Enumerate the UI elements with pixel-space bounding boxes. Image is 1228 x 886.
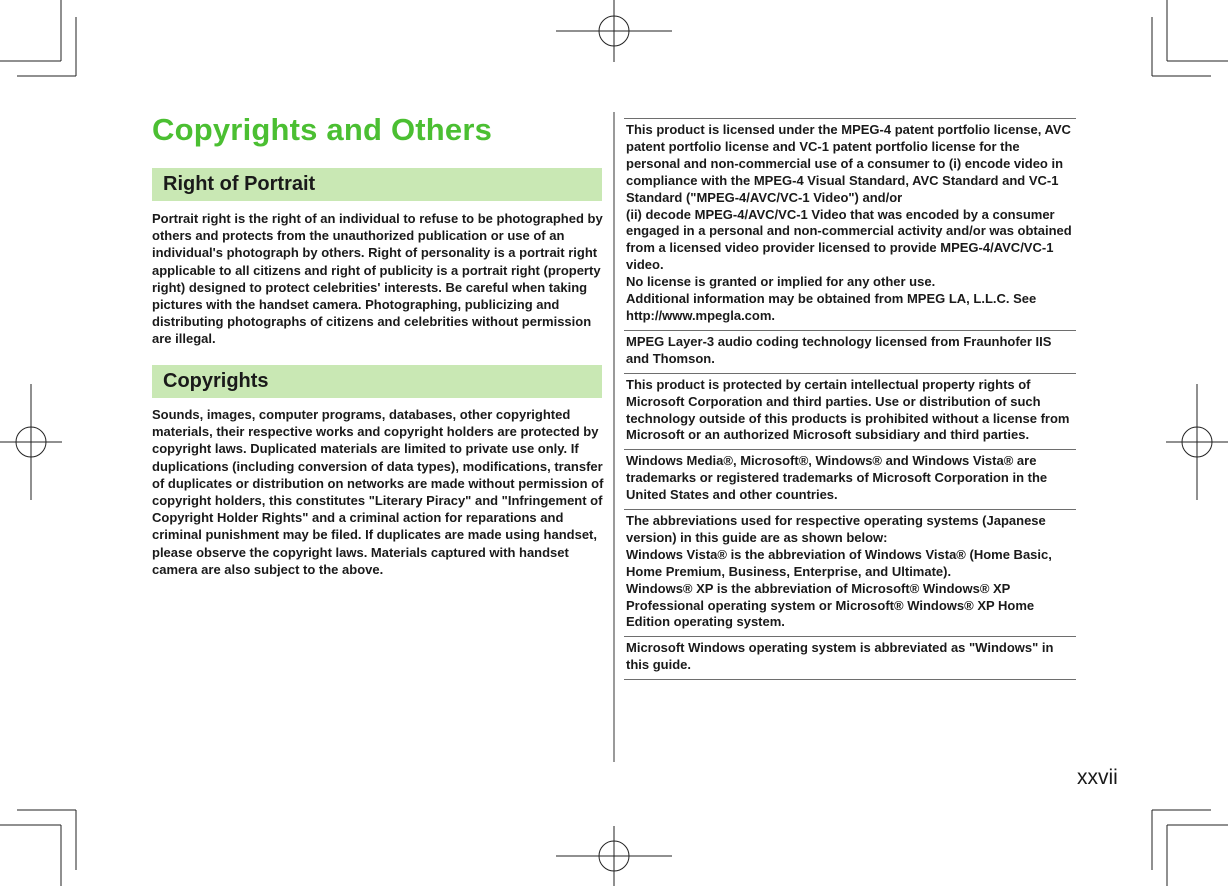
section-heading-right-of-portrait: Right of Portrait [152, 168, 602, 201]
mp3-paragraph: MPEG Layer-3 audio coding technology licensed from Fraunhofer IIS and Thomson. [626, 333, 1052, 366]
windows-abbreviation-paragraph: Microsoft Windows operating system is abbreviated as "Windows" in this guide. [626, 640, 1054, 673]
section-heading-copyrights: Copyrights [152, 365, 602, 398]
os-abbreviations-paragraph: The abbreviations used for respective operating systems (Japanese version) in this guide are as shown below: [626, 513, 1046, 545]
copyrights-text: Sounds, images, computer programs, databases, other copyrighted materials, their respective works and copyright holders are protected by copyright laws. Duplicated materials are limited to private use only. If duplications (including conversion of data types), modifications, transfer of duplicates or distribution on networks are made without permission of copyright holders, this constitutes "Literary Piracy" and "Infringement of Copyright Holder Rights" and a criminal action for reparations and criminal punishment may be filed. If duplicates are made using handset, please observe the copyright laws. Materials captured with handset camera are also subject to the above. [152, 407, 604, 577]
mp3-license-notice [624, 330, 1076, 373]
registration-mark-bottom [556, 826, 672, 886]
mpeg4-paragraph: No license is granted or implied for any other use. [626, 274, 936, 290]
mpeg4-paragraph: This product is licensed under the MPEG-4 patent portfolio license, AVC patent portfolio license and VC-1 patent portfolio license for the personal and non-commercial use of a consumer to (i) encode video in compliance with the MPEG-4 Visual Standard, AVC Standard and VC-1 Standard ("MPEG-4/AVC/VC-1 Video") and/or [626, 122, 1071, 205]
trademarks-notice [624, 449, 1076, 509]
license-notices [624, 118, 1076, 680]
mpeg4-paragraph: (ii) decode MPEG-4/AVC/VC-1 Video that was encoded by a consumer engaged in a personal and non-commercial activity and/or was obtained from a licensed video provider licensed to provide MPEG-4/AVC/VC-1 video. [626, 206, 1072, 273]
microsoft-ip-paragraph: This product is protected by certain intellectual property rights of Microsoft Corporation and third parties. Use or distribution of such technology outside of this products is prohibited without a license from Microsoft or an authorized Microsoft subsidiary and third parties. [626, 376, 1070, 443]
page-number: xxvii [1077, 766, 1118, 789]
mpeg4-paragraph: Additional information may be obtained from MPEG LA, L.L.C. See http://www.mpegla.com. [626, 291, 1037, 323]
right-of-portrait-text: Portrait right is the right of an individual to refuse to be photographed by others and protects from the unauthorized publication or use of an individual's photograph by others. Right of personality is a portrait right applicable to all citizens and right of publicity is a portrait right (property right) designed to protect celebrities' interests. Be careful when taking pictures with the handset camera. Photographing, publicizing and distributing photographs of citizens and celebrities without permission are illegal. [152, 211, 603, 347]
notices-bottom-rule [624, 679, 1076, 680]
registration-mark-top [556, 0, 672, 62]
windows-abbreviation-notice [624, 636, 1076, 679]
page-title: Copyrights and Others [152, 112, 493, 147]
os-abbreviations-paragraph: Windows® XP is the abbreviation of Microsoft® Windows® XP Professional operating system or Microsoft® Windows® XP Home Edition operating system. [626, 580, 1035, 630]
registration-mark-left [0, 384, 62, 500]
mpeg4-license-notice [624, 118, 1076, 330]
os-abbreviations-notice [624, 509, 1076, 636]
column-divider [613, 112, 615, 762]
microsoft-ip-notice [624, 373, 1076, 450]
os-abbreviations-paragraph: Windows Vista® is the abbreviation of Windows Vista® (Home Basic, Home Premium, Business, Enterprise, and Ultimate). [626, 546, 1052, 579]
trademarks-paragraph: Windows Media®, Microsoft®, Windows® and Windows Vista® are trademarks or registered trademarks of Microsoft Corporation in the United States and other countries. [626, 453, 1048, 503]
registration-mark-right [1166, 384, 1228, 500]
